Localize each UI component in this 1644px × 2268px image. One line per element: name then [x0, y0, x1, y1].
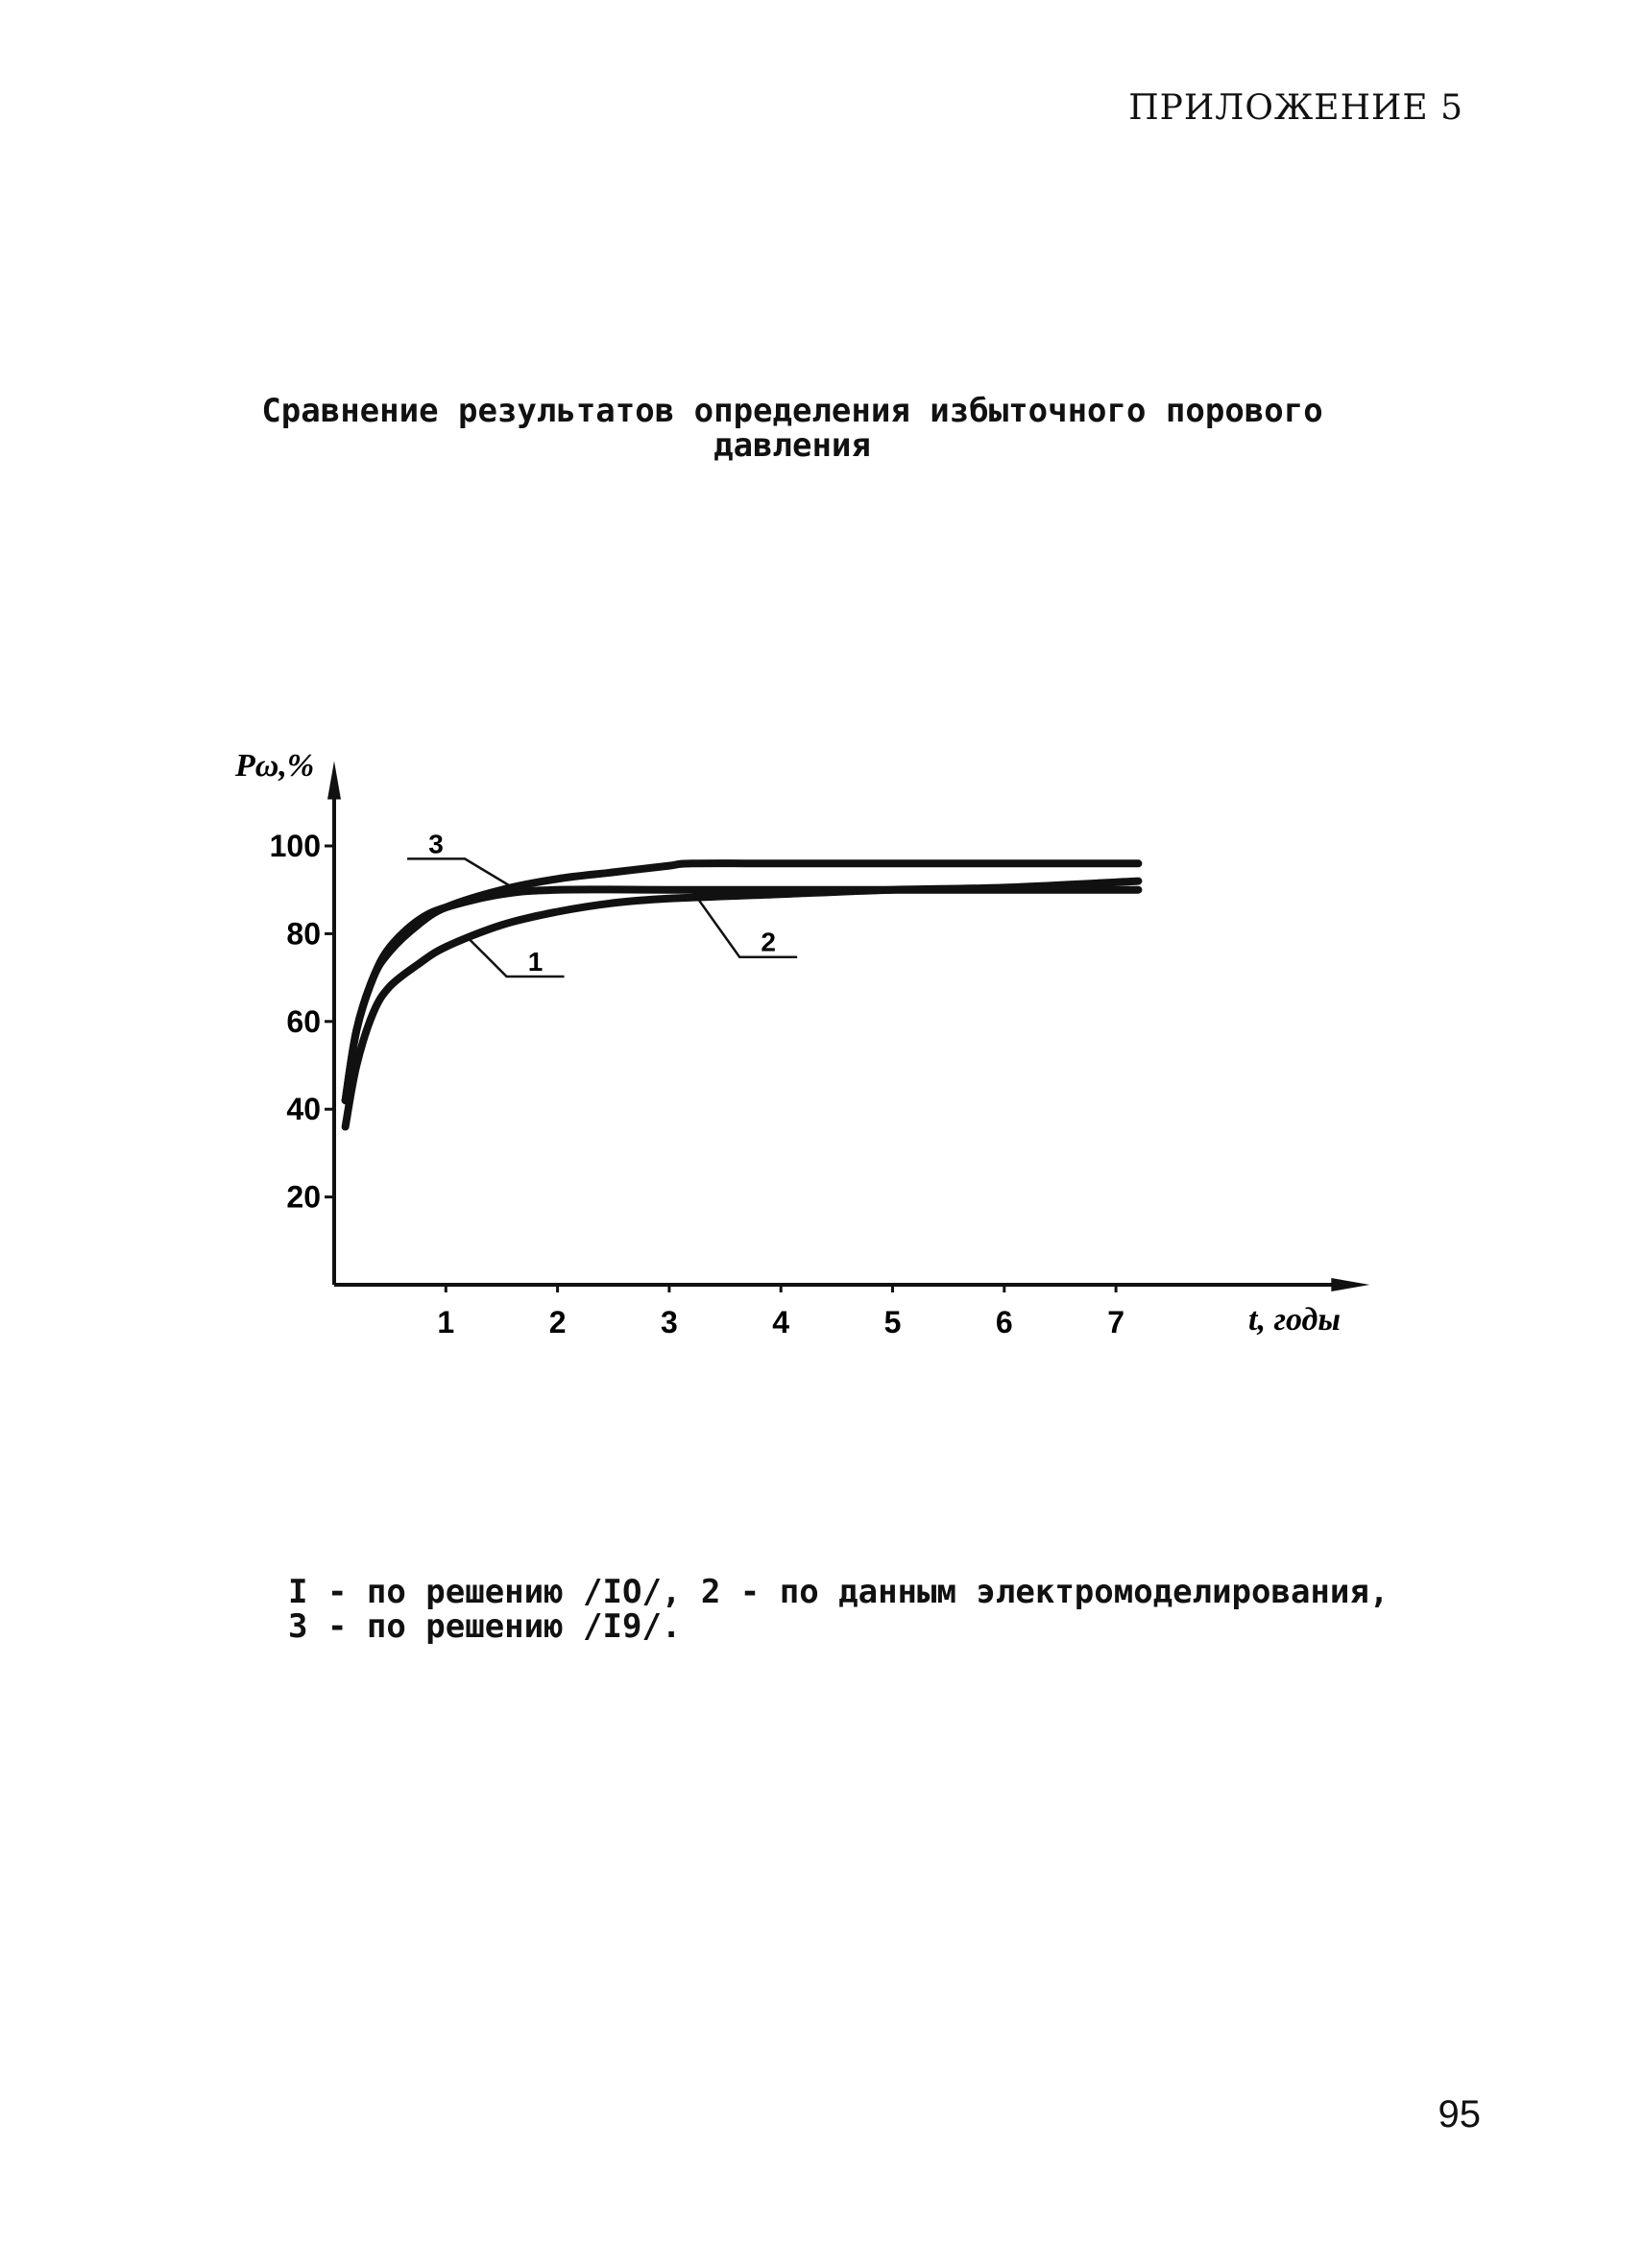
- x-tick-label: 7: [1107, 1305, 1124, 1339]
- y-tick-label: 80: [286, 916, 321, 952]
- x-axis-label: t, годы: [1248, 1302, 1342, 1338]
- axes: [327, 760, 1369, 1291]
- x-axis-arrow: [1331, 1278, 1369, 1291]
- y-tick-label: 100: [269, 829, 321, 863]
- x-tick-label: 1: [437, 1305, 455, 1339]
- x-tick-label: 2: [548, 1305, 567, 1339]
- curve-label-3: 3: [428, 829, 444, 859]
- appendix-heading: ПРИЛОЖЕНИЕ 5: [1128, 88, 1463, 128]
- page-number: 95: [1438, 2093, 1481, 2135]
- figure-caption: I - по решению /IO/, 2 - по данным электромоделирования, 3 - по решению /I9/.: [288, 1573, 1390, 1646]
- y-tick-label: 60: [286, 1003, 321, 1039]
- series-line-2: [346, 889, 1139, 1100]
- y-tick-label: 20: [286, 1179, 321, 1215]
- y-axis-arrow: [327, 760, 341, 799]
- x-tick-label: 3: [661, 1305, 678, 1339]
- x-tick-label: 4: [772, 1305, 790, 1339]
- curve-label-1: 1: [527, 946, 544, 977]
- leader-line-1: [469, 938, 565, 977]
- curve-label-2: 2: [761, 927, 776, 957]
- x-tick-label: 5: [883, 1305, 902, 1339]
- series-line-1: [346, 881, 1139, 1127]
- leader-line-3: [407, 858, 513, 887]
- figure-title: Сравнение результатов определения избыточного порового давления: [261, 392, 1323, 465]
- y-tick-label: 40: [286, 1092, 321, 1127]
- y-axis-label: Pω,%: [235, 748, 315, 784]
- series-lines: [346, 863, 1139, 1126]
- ticks: [270, 829, 1124, 1339]
- x-tick-label: 6: [995, 1305, 1013, 1339]
